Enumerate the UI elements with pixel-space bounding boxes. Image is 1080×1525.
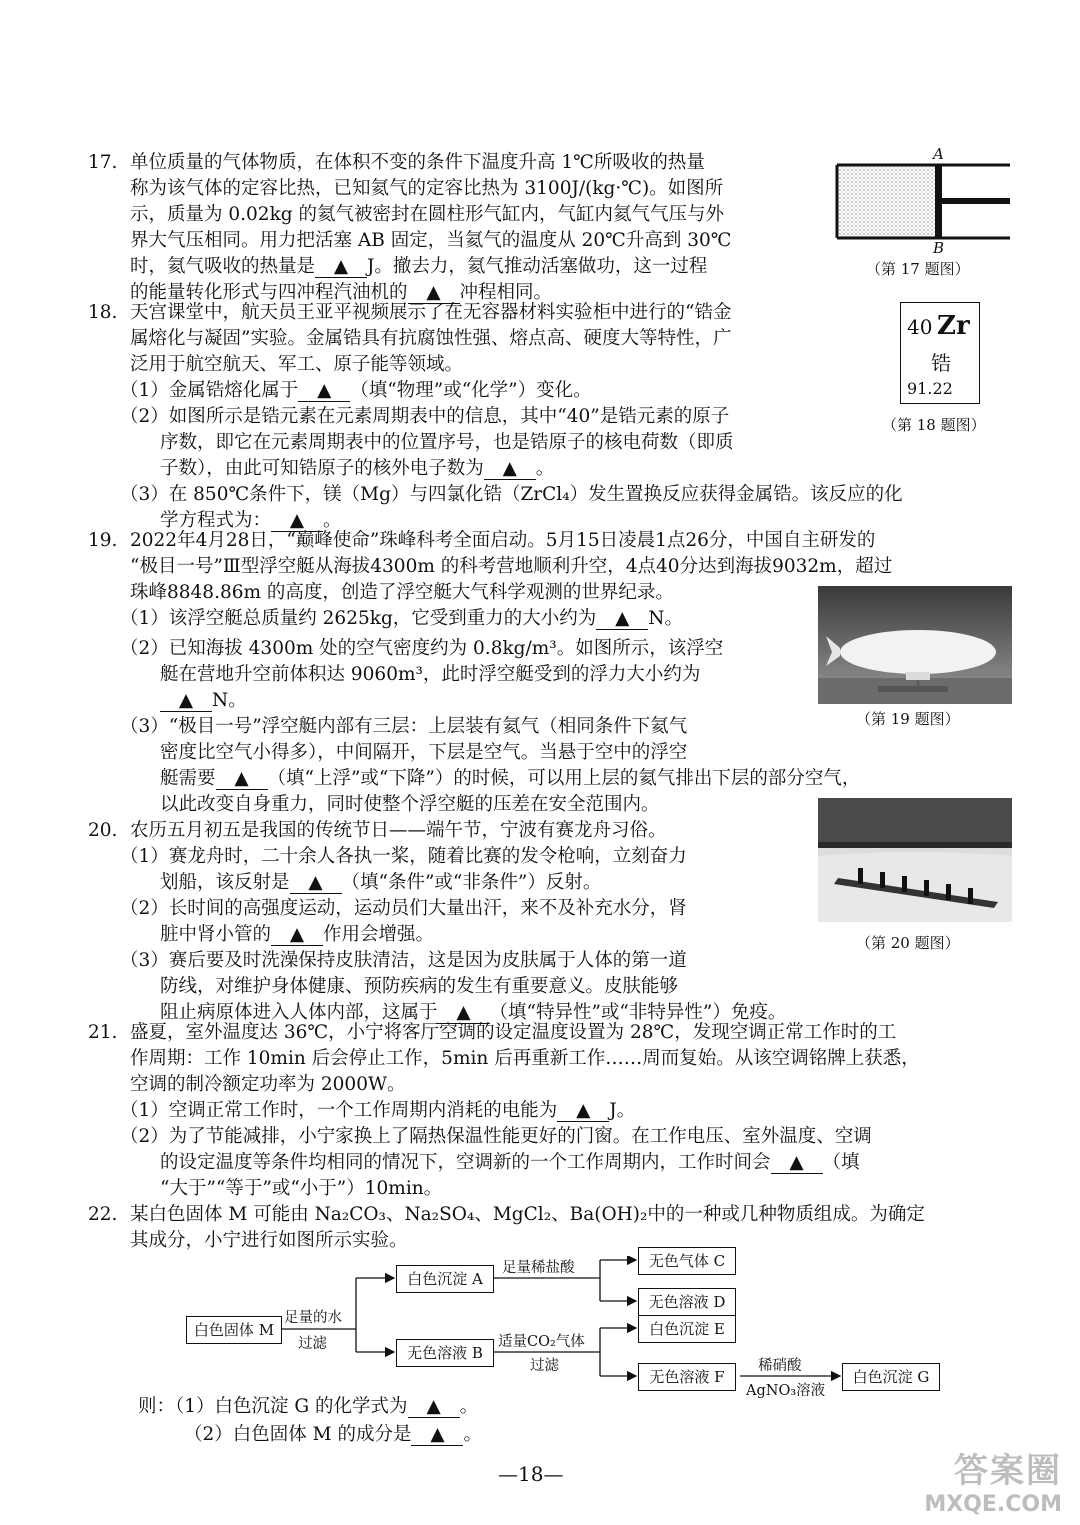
q20-part-3: 阻止病原体进入人体内部，这属于 ▲ （填“特异性”或“非特异性”）免疫。 [160,1002,787,1023]
q20-line: 20. 农历五月初五是我国的传统节日——端午节，宁波有赛龙舟习俗。 [88,818,667,844]
watermark-url: MXQE.COM [924,1492,1062,1517]
box-a: 白色沉淀 A [396,1265,494,1293]
q20-part-1: 划船，该反射是 ▲ （填“条件”或“非条件”）反射。 [160,872,602,893]
answer-blank[interactable]: ▲ [408,1397,460,1418]
q18-line: 泛用于航空航天、军工、原子能等领域。 [130,354,464,375]
q22-line: 其成分，小宁进行如图所示实验。 [130,1230,408,1251]
q20-part-2: （2）长时间的高强度运动，运动员们大量出汗，来不及补充水分，肾 [120,898,687,919]
q18-part-1: （1）金属锆熔化属于 ▲ （填“物理”或“化学”）变化。 [120,380,592,401]
q19-part-2: 艇在营地升空前体积达 9060m³，此时浮空艇受到的浮力大小约为 [160,664,701,685]
page-number: —18— [498,1462,564,1486]
figure-caption: （第 19 题图） [856,710,960,728]
q21-line: 空调的制冷额定功率为 2000W。 [130,1074,406,1095]
box-c: 无色气体 C [638,1247,736,1275]
figure-caption: （第 18 题图） [882,416,986,434]
q18-part-2: 序数，即它在元素周期表中的位置序号，也是锆原子的核电荷数（即质 [160,432,734,453]
answer-blank[interactable]: ▲ [271,511,323,532]
box-b: 无色溶液 B [396,1339,494,1367]
box-g: 白色沉淀 G [842,1363,940,1391]
answer-blank[interactable]: ▲ [438,1003,490,1024]
watermark-logo: 答案圈 [954,1451,1062,1491]
q19-part-2: （2）已知海拔 4300m 处的空气密度约为 0.8kg/m³。如图所示，该浮空 [120,638,724,659]
q17-line: 称为该气体的定容比热，已知氦气的定容比热为 3100J/(kg·℃)。如图所 [130,178,724,199]
q21-line: 21. 盛夏，室外温度达 36℃，小宁将客厅空调的设定温度设置为 28℃，发现空调正常工作时的工 [88,1020,896,1046]
q20-part-3: （3）赛后要及时洗澡保持皮肤清洁，这是因为皮肤属于人体的第一道 [120,950,687,971]
answer-blank[interactable]: ▲ [411,1425,463,1446]
answer-blank[interactable]: ▲ [596,609,648,630]
q18-line: 18. 天宫课堂中，航天员王亚平视频展示了在无容器材料实验柜中进行的“锆金 [88,300,731,326]
q19-line: 珠峰8848.86m 的高度，创造了浮空艇大气科学观测的世界纪录。 [130,582,674,603]
label-a: A [933,145,944,163]
box-m: 白色固体 M [186,1316,282,1344]
label-filter: 过滤 [298,1336,327,1352]
q19-part-1: （1）该浮空艇总质量约 2625kg，它受到重力的大小约为 ▲ N。 [120,608,683,629]
airship-photo [818,586,1012,704]
q18-part-3: 学方程式为： ▲ 。 [160,510,342,531]
question-number: 20. [88,820,118,841]
element-card [900,302,980,404]
q18-part-2: （2）如图所示是锆元素在元素周期表中的信息，其中“40”是锆元素的原子 [120,406,730,427]
box-f: 无色溶液 F [638,1363,736,1391]
q17-line: 的能量转化形式与四冲程汽油机的 ▲ 冲程相同。 [130,282,553,303]
q19-part-3: 以此改变自身重力，同时使整个浮空艇的压差在安全范围内。 [160,794,660,815]
q19-line: “极目一号”Ⅲ型浮空艇从海拔4300m 的科考营地顺利升空，4点40分达到海拔9032m，超过 [130,556,893,577]
label-water: 足量的水 [284,1310,342,1326]
question-number: 17. [88,152,118,173]
answer-blank[interactable]: ▲ [408,283,460,304]
answer-blank[interactable]: ▲ [484,459,536,480]
answer-blank[interactable]: ▲ [160,691,212,712]
q20-part-3: 防线，对维护身体健康、预防疾病的发生有重要意义。皮肤能够 [160,976,679,997]
atomic-number: 40 [907,315,933,339]
dragon-boat-image [818,798,1012,922]
q17-line: 示，质量为 0.02kg 的氦气被密封在圆柱形气缸内，气缸内氦气气压与外 [130,204,725,225]
atomic-mass: 91.22 [907,379,953,398]
figure-caption: （第 17 题图） [866,260,970,278]
answer-blank[interactable]: ▲ [557,1101,609,1122]
q20-part-2: 脏中肾小管的 ▲ 作用会增强。 [160,924,435,945]
dragon-boat-photo [818,798,1012,922]
answer-blank[interactable]: ▲ [290,873,342,894]
q17-line: 17. 单位质量的气体物质，在体积不变的条件下温度升高 1℃所吸收的热量 [88,150,705,176]
q19-line: 19. 2022年4月28日，“巅峰使命”珠峰科考全面启动。5月15日凌晨1点26分，中国自主研发的 [88,528,875,554]
label-hno3: 稀硝酸 [758,1358,802,1374]
box-e: 白色沉淀 E [638,1315,736,1343]
cylinder-figure [835,145,1015,265]
q19-part-2: ▲ N。 [160,688,247,714]
flowchart [180,1252,960,1399]
q17-line: 时，氦气吸收的热量是 ▲ J。撤去力，氦气推动活塞做功，这一过程 [130,256,708,277]
answer-blank[interactable]: ▲ [315,257,367,278]
label-co2: 适量CO₂气体 [498,1334,585,1350]
q21-part-2: （2）为了节能减排，小宁家换上了隔热保温性能更好的门窗。在工作电压、室外温度、空调 [120,1126,872,1147]
answer-blank[interactable]: ▲ [216,769,268,790]
q21-part-1: （1）空调正常工作时，一个工作周期内消耗的电能为 ▲ J。 [120,1100,636,1121]
label-filter-2: 过滤 [530,1358,559,1374]
airship-image [818,586,1012,704]
watermark [924,1443,1062,1517]
question-number: 19. [88,530,118,551]
answer-blank[interactable]: ▲ [271,925,323,946]
answer-blank[interactable]: ▲ [298,381,350,402]
q18-part-2: 子数），由此可知锆原子的核外电子数为 ▲ 。 [160,458,555,479]
label-b: B [933,239,945,257]
element-name: 锆 [931,351,951,375]
q22-ask-2: （2）白色固体 M 的成分是 ▲ 。 [184,1424,482,1445]
q21-part-2: “大于”“等于”或“小于”）10min。 [160,1178,443,1199]
answer-blank[interactable]: ▲ [771,1153,823,1174]
question-number: 22. [88,1204,118,1225]
q17-line: 界大气压相同。用力把活塞 AB 固定，当氦气的温度从 20℃升高到 30℃ [130,230,732,251]
label-agno3: AgNO₃溶液 [746,1383,826,1399]
q19-part-3: 艇需要 ▲ （填“上浮”或“下降”）的时候，可以用上层的氦气排出下层的部分空气， [160,768,861,789]
question-number: 18. [88,302,118,323]
q18-part-3: （3）在 850℃条件下，镁（Mg）与四氯化锆（ZrCl₄）发生置换反应获得金属锆。该反应的化 [120,484,903,505]
box-d: 无色溶液 D [638,1288,736,1316]
q18-line: 属熔化与凝固”实验。金属锆具有抗腐蚀性强、熔点高、硬度大等特性，广 [130,328,732,349]
cylinder-diagram [835,145,1015,265]
q21-part-2: 的设定温度等条件均相同的情况下，空调新的一个工作周期内，工作时间会 ▲ （填 [160,1152,860,1173]
q19-part-3: 密度比空气小得多），中间隔开，下层是空气。当悬于空中的浮空 [160,742,688,763]
figure-caption: （第 20 题图） [856,934,960,952]
element-symbol: Zr [937,311,970,341]
q21-line: 作周期：工作 10min 后会停止工作，5min 后再重新工作……周而复始。从该空调铭牌上获悉， [130,1048,920,1069]
q22-ask-1: 则：（1）白色沉淀 G 的化学式为 ▲ 。 [138,1396,479,1417]
question-number: 21. [88,1022,118,1043]
q19-part-3: （3）“极目一号”浮空艇内部有三层：上层装有氦气（相同条件下氦气 [120,716,688,737]
q20-part-1: （1）赛龙舟时，二十余人各执一桨，随着比赛的发令枪响，立刻奋力 [120,846,687,867]
q22-line: 22. 某白色固体 M 可能由 Na₂CO₃、Na₂SO₄、MgCl₂、Ba(OH)₂中的一种或几种物质组成。为确定 [88,1202,925,1228]
label-hcl: 足量稀盐酸 [502,1260,575,1276]
